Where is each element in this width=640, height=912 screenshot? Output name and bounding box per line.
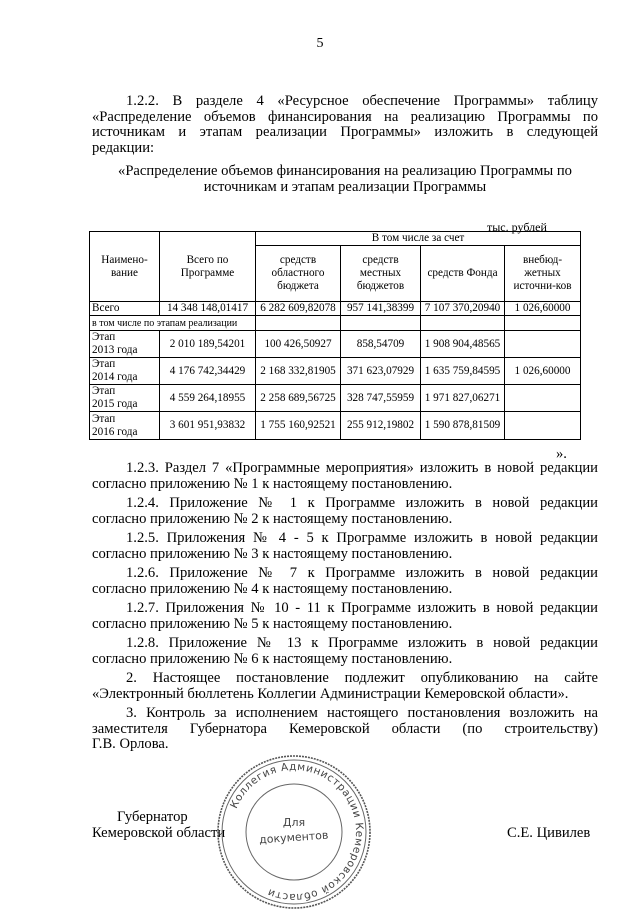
paragraph-line-1: 1.2.8. Приложение № 13 к Программе изложить в новой редакции <box>126 635 598 651</box>
header-group: В том числе за счет <box>256 232 581 246</box>
row-total: 4 559 264,18955 <box>160 385 256 412</box>
stage-label: Этап <box>92 331 116 343</box>
intro-line-3: источникам и этапам реализации Программы» изложить в следующей <box>92 124 598 141</box>
row-total: 4 176 742,34429 <box>160 358 256 385</box>
row-fund: 1 971 827,06271 <box>421 385 505 412</box>
paragraph-1-2-4 <box>92 496 598 527</box>
row-fund: 1 908 904,48565 <box>421 331 505 358</box>
table-row-total <box>90 302 581 316</box>
header-offbudget: внебюд-жетных источни-ков <box>505 246 581 302</box>
table-title-line-1: «Распределение объемов финансирования на реализацию Программы по <box>118 163 572 179</box>
intro-line-1: 1.2.2. В разделе 4 «Ресурсное обеспечение Программы» таблицу <box>126 93 598 109</box>
paragraph-line-2: согласно приложению № 1 к настоящему постановлению. <box>92 475 453 492</box>
row-offbudget <box>505 385 581 412</box>
unit-label: тыс. рублей <box>487 220 547 234</box>
row-local: 371 623,07929 <box>341 358 421 385</box>
row-offbudget: 1 026,60000 <box>505 358 581 385</box>
row-fund: 1 590 878,81509 <box>421 412 505 440</box>
row-total: 3 601 951,93832 <box>160 412 256 440</box>
table-title <box>92 164 598 196</box>
table-title-line-2: источникам и этапам реализации Программы <box>203 178 487 195</box>
paragraph-line-1: 1.2.6. Приложение № 7 к Программе изложить в новой редакции <box>126 565 598 581</box>
paragraph-line-2: согласно приложению № 5 к настоящему постановлению. <box>92 615 453 632</box>
paragraph-line-2: согласно приложению № 4 к настоящему постановлению. <box>92 580 453 597</box>
paragraph-line-1: 1.2.4. Приложение № 1 к Программе изложить в новой редакции <box>126 495 598 511</box>
row-offbudget <box>505 331 581 358</box>
paragraph-2 <box>92 671 598 702</box>
row-regional: 1 755 160,92521 <box>256 412 341 440</box>
table-row <box>90 331 581 358</box>
intro-line-4: редакции: <box>92 139 155 156</box>
total-fund: 7 107 370,20940 <box>421 302 505 316</box>
row-regional: 2 168 332,81905 <box>256 358 341 385</box>
total-local: 957 141,38399 <box>341 302 421 316</box>
row-fund: 1 635 759,84595 <box>421 358 505 385</box>
total-offbudget: 1 026,60000 <box>505 302 581 316</box>
intro-line-2: «Распределение объемов финансирования на реализацию Программы по <box>92 108 598 125</box>
header-name: Наимено-вание <box>90 232 160 302</box>
signature-title-line-1: Губернатор <box>117 809 188 825</box>
header-total: Всего по Программе <box>160 232 256 302</box>
paragraph-line-1: 3. Контроль за исполнением настоящего постановления возложить на <box>126 705 598 721</box>
row-local: 858,54709 <box>341 331 421 358</box>
row-regional: 100 426,50927 <box>256 331 341 358</box>
stage-label: Этап <box>92 358 116 370</box>
signature-name: С.Е. Цивилев <box>507 825 591 841</box>
total-regional: 6 282 609,82078 <box>256 302 341 316</box>
paragraph-line-1: 1.2.7. Приложения № 10 - 11 к Программе изложить в новой редакции <box>126 600 598 616</box>
stage-label: Этап <box>92 412 116 425</box>
paragraph-line-2: согласно приложению № 3 к настоящему постановлению. <box>92 545 453 562</box>
stamp-center-line-1: Для <box>282 816 306 829</box>
stamp-ring-text: Коллегия Администрации Кемеровской области <box>228 760 366 904</box>
paragraph-line-2: согласно приложению № 6 к настоящему постановлению. <box>92 650 453 667</box>
paragraph-1-2-3 <box>92 461 598 492</box>
row-total: 2 010 189,54201 <box>160 331 256 358</box>
table-row <box>90 412 581 440</box>
official-stamp <box>214 752 374 912</box>
stage-year: 2014 года <box>92 371 138 383</box>
paragraph-1-2-5 <box>92 531 598 562</box>
paragraph-line-1: 2. Настоящее постановление подлежит опубликованию на сайте <box>126 670 598 686</box>
paragraph-3 <box>92 706 598 753</box>
stage-year: 2016 года <box>92 425 138 438</box>
close-quote: ». <box>556 446 567 462</box>
row-regional: 2 258 689,56725 <box>256 385 341 412</box>
header-local: средств местных бюджетов <box>341 246 421 302</box>
paragraph-line-1: 1.2.3. Раздел 7 «Программные мероприятия» изложить в новой редакции <box>126 460 598 476</box>
total-total: 14 348 148,01417 <box>160 302 256 316</box>
row-local: 255 912,19802 <box>341 412 421 440</box>
paragraph-line-2: заместителя Губернатора Кемеровской области (по строительству) <box>92 720 598 737</box>
row-offbudget <box>505 412 581 440</box>
row-local: 328 747,55959 <box>341 385 421 412</box>
stage-year: 2015 года <box>92 398 138 410</box>
signature-title-line-2: Кемеровской области <box>92 825 226 841</box>
stage-label: Этап <box>92 385 116 397</box>
stamp-center-line-2: документов <box>258 828 329 847</box>
header-fund: средств Фонда <box>421 246 505 302</box>
table-row <box>90 358 581 385</box>
financing-table <box>89 231 581 440</box>
paragraph-1-2-7 <box>92 601 598 632</box>
paragraph-line-3: Г.В. Орлова. <box>92 736 169 753</box>
paragraph-1-2-8 <box>92 636 598 667</box>
header-regional: средств областного бюджета <box>256 246 341 302</box>
stage-year: 2013 года <box>92 344 138 356</box>
page-number: 5 <box>316 36 324 51</box>
paragraph-line-2: согласно приложению № 2 к настоящему постановлению. <box>92 510 453 527</box>
stages-label: в том числе по этапам реализации <box>90 316 256 331</box>
total-name: Всего <box>90 302 160 316</box>
table-row <box>90 385 581 412</box>
paragraph-line-2: «Электронный бюллетень Коллегии Администрации Кемеровской области». <box>92 685 569 702</box>
paragraph-line-1: 1.2.5. Приложения № 4 - 5 к Программе изложить в новой редакции <box>126 530 598 546</box>
paragraph-1-2-6 <box>92 566 598 597</box>
intro-paragraph <box>92 94 598 156</box>
